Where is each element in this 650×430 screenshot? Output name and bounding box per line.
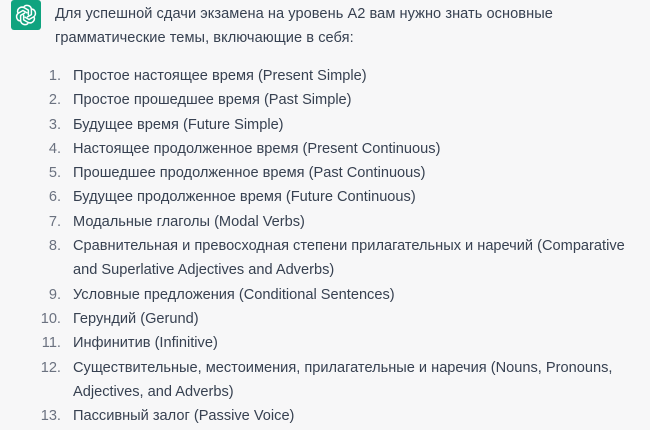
list-item-number: 10.	[40, 310, 61, 327]
list-item-number: 4.	[48, 140, 61, 157]
list-item-text: Простое настоящее время (Present Simple)	[73, 68, 367, 84]
list-item-number: 1.	[48, 68, 61, 84]
list-item-text: Сравнительная и превосходная степени прилагательных и наречий (Comparative and Superlative Adjectives and Adverbs)	[73, 238, 625, 279]
list-item-text: Будущее время (Future Simple)	[73, 116, 284, 133]
list-item-text: Настоящее продолженное время (Present Continuous)	[73, 140, 441, 157]
list-item-text: Условные предложения (Conditional Sentences)	[73, 286, 395, 303]
message-intro: Для успешной сдачи экзамена на уровень A2 вам нужно знать основные грамматические темы, включающие в себя:	[55, 6, 553, 46]
grammar-topic-list	[0, 64, 650, 428]
list-item-number: 11.	[41, 335, 61, 352]
list-item-text: Прошедшее продолженное время (Past Continuous)	[73, 165, 426, 182]
list-item	[0, 113, 650, 137]
list-item	[0, 356, 650, 405]
list-item	[0, 161, 650, 185]
list-item-text: Герундий (Gerund)	[73, 310, 199, 327]
list-item-number: 2.	[48, 92, 61, 109]
list-item-number: 12.	[40, 359, 61, 376]
list-item	[0, 64, 650, 88]
list-item-text: Простое прошедшее время (Past Simple)	[73, 92, 352, 109]
list-item-number: 5.	[48, 165, 61, 182]
list-item-number: 9.	[48, 286, 61, 303]
list-item	[0, 137, 650, 161]
list-item	[0, 88, 650, 112]
list-item-number: 8.	[48, 238, 61, 255]
list-item-number: 7.	[48, 213, 61, 230]
list-item	[0, 210, 650, 234]
list-item-text: Модальные глаголы (Modal Verbs)	[73, 213, 305, 230]
list-item-text: Пассивный залог (Passive Voice)	[73, 408, 295, 425]
list-item	[0, 185, 650, 209]
list-item	[0, 307, 650, 331]
list-item	[0, 234, 650, 283]
list-item-number: 13.	[40, 408, 61, 425]
list-item	[0, 331, 650, 355]
list-item	[0, 404, 650, 428]
list-item-text: Инфинитив (Infinitive)	[73, 335, 218, 352]
list-item-text: Существительные, местоимения, прилагательные и наречия (Nouns, Pronouns, Adjectives, and Adverbs)	[73, 359, 613, 400]
list-item	[0, 283, 650, 307]
openai-logo-icon	[11, 0, 41, 30]
list-item-number: 3.	[48, 116, 61, 133]
list-item-text: Будущее продолженное время (Future Continuous)	[73, 189, 416, 206]
list-item-number: 6.	[48, 189, 61, 206]
